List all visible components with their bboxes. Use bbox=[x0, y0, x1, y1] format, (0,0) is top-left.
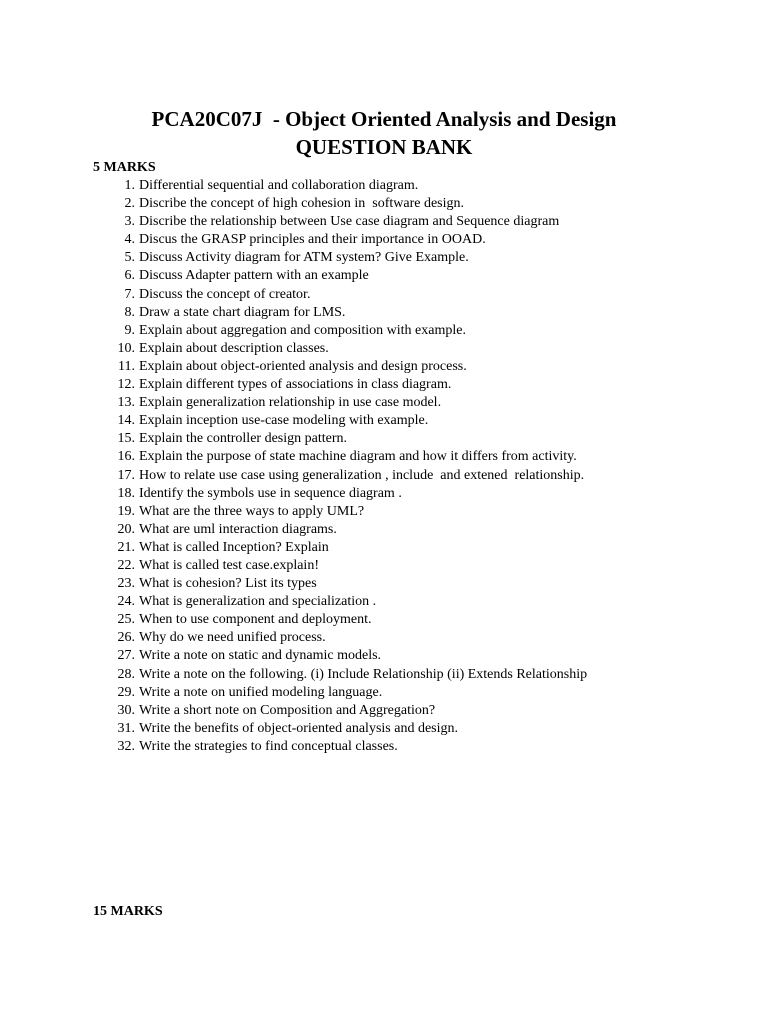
question-number: 13. bbox=[117, 395, 135, 411]
question-number: 29. bbox=[117, 684, 135, 700]
question-number: 24. bbox=[117, 594, 135, 610]
list-item bbox=[0, 629, 768, 647]
question-number: 32. bbox=[117, 738, 135, 754]
question-number: 31. bbox=[117, 720, 135, 736]
question-number: 22. bbox=[117, 557, 135, 573]
list-item bbox=[0, 249, 768, 267]
question-text: Explain about aggregation and composition with example. bbox=[139, 322, 466, 338]
question-number: 14. bbox=[117, 413, 135, 429]
question-number: 27. bbox=[117, 648, 135, 664]
question-text: Explain about description classes. bbox=[139, 340, 329, 356]
question-number: 5. bbox=[124, 250, 135, 266]
question-text: Differential sequential and collaboration diagram. bbox=[139, 178, 419, 193]
list-item bbox=[0, 611, 768, 629]
list-item bbox=[0, 521, 768, 539]
question-number: 4. bbox=[124, 232, 135, 248]
question-text: Discuss the concept of creator. bbox=[139, 286, 311, 302]
question-text: Explain inception use-case modeling with example. bbox=[139, 413, 429, 429]
question-text: Discuss Adapter pattern with an example bbox=[139, 268, 369, 284]
list-item bbox=[0, 666, 768, 684]
list-item bbox=[0, 376, 768, 394]
question-number: 3. bbox=[124, 214, 135, 230]
list-item bbox=[0, 195, 768, 213]
question-text: What is called Inception? Explain bbox=[139, 539, 329, 555]
list-item bbox=[0, 557, 768, 575]
question-text: Write a note on static and dynamic models. bbox=[139, 648, 382, 664]
list-item bbox=[0, 702, 768, 720]
question-text: Explain generalization relationship in use case model. bbox=[139, 395, 442, 411]
question-number: 17. bbox=[117, 467, 135, 483]
question-number: 19. bbox=[117, 503, 135, 519]
question-number: 23. bbox=[117, 576, 135, 592]
question-text: Draw a state chart diagram for LMS. bbox=[139, 304, 346, 320]
question-text: How to relate use case using generalization , include and extened relationship. bbox=[139, 467, 585, 483]
question-number: 10. bbox=[117, 340, 135, 356]
list-item bbox=[0, 430, 768, 448]
list-item bbox=[0, 593, 768, 611]
question-text: What are the three ways to apply UML? bbox=[139, 503, 365, 519]
question-number: 8. bbox=[124, 304, 135, 320]
list-item bbox=[0, 286, 768, 304]
question-text: Write the benefits of object-oriented analysis and design. bbox=[139, 720, 458, 736]
question-number: 21. bbox=[117, 539, 135, 555]
question-text: Explain different types of associations in class diagram. bbox=[139, 377, 452, 393]
list-item bbox=[0, 684, 768, 702]
question-text: Explain the controller design pattern. bbox=[139, 431, 347, 447]
list-item bbox=[0, 412, 768, 430]
list-item bbox=[0, 448, 768, 466]
list-item bbox=[0, 575, 768, 593]
question-text: What is generalization and specialization . bbox=[139, 594, 377, 610]
question-number: 25. bbox=[117, 612, 135, 628]
question-text: Identify the symbols use in sequence diagram . bbox=[139, 485, 402, 501]
question-text: Discribe the relationship between Use case diagram and Sequence diagram bbox=[139, 214, 560, 230]
question-text: What is called test case.explain! bbox=[139, 557, 319, 573]
question-text: Explain about object-oriented analysis and design process. bbox=[139, 358, 467, 374]
list-item bbox=[0, 720, 768, 738]
list-item bbox=[0, 539, 768, 557]
question-number: 12. bbox=[117, 377, 135, 393]
question-number: 9. bbox=[124, 322, 135, 338]
list-item bbox=[0, 467, 768, 485]
question-text: Write a short note on Composition and Aggregation? bbox=[139, 702, 436, 718]
question-text: Write a note on unified modeling language. bbox=[139, 684, 383, 700]
question-number: 26. bbox=[117, 630, 135, 646]
question-text: Discribe the concept of high cohesion in software design. bbox=[139, 196, 465, 212]
question-number: 18. bbox=[117, 485, 135, 501]
question-number: 20. bbox=[117, 521, 135, 537]
question-text: Write the strategies to find conceptual classes. bbox=[139, 738, 398, 754]
list-item bbox=[0, 267, 768, 285]
list-item bbox=[0, 231, 768, 249]
list-item bbox=[0, 485, 768, 503]
question-number: 16. bbox=[117, 449, 135, 465]
list-item bbox=[0, 358, 768, 376]
list-item bbox=[0, 738, 768, 756]
section-heading-5-marks: 5 MARKS bbox=[93, 160, 156, 175]
question-text: What are uml interaction diagrams. bbox=[139, 521, 337, 537]
question-number: 2. bbox=[124, 196, 135, 212]
question-text: Discuss Activity diagram for ATM system? Give Example. bbox=[139, 250, 469, 266]
question-number: 28. bbox=[117, 666, 135, 682]
question-text: What is cohesion? List its types bbox=[139, 576, 317, 592]
list-item bbox=[0, 304, 768, 322]
list-item bbox=[0, 340, 768, 358]
question-text: When to use component and deployment. bbox=[139, 612, 372, 628]
list-item bbox=[0, 503, 768, 521]
question-number: 11. bbox=[118, 358, 135, 374]
question-number: 7. bbox=[124, 286, 135, 302]
list-item bbox=[0, 213, 768, 231]
list-item bbox=[0, 322, 768, 340]
document-title: PCA20C07J - Object Oriented Analysis and Design bbox=[151, 107, 617, 131]
question-text: Discus the GRASP principles and their importance in OOAD. bbox=[139, 232, 486, 248]
question-text: Explain the purpose of state machine diagram and how it differs from activity. bbox=[139, 449, 577, 465]
question-number: 1. bbox=[124, 178, 135, 193]
question-number: 6. bbox=[124, 268, 135, 284]
list-item bbox=[0, 394, 768, 412]
document-subtitle: QUESTION BANK bbox=[295, 135, 473, 159]
question-list-5-marks bbox=[0, 177, 768, 756]
list-item bbox=[0, 647, 768, 665]
question-number: 30. bbox=[117, 702, 135, 718]
question-text: Write a note on the following. (i) Include Relationship (ii) Extends Relationship bbox=[139, 666, 588, 682]
question-text: Why do we need unified process. bbox=[139, 630, 326, 646]
question-number: 15. bbox=[117, 431, 135, 447]
section-heading-15-marks: 15 MARKS bbox=[93, 904, 163, 919]
list-item bbox=[0, 177, 768, 195]
